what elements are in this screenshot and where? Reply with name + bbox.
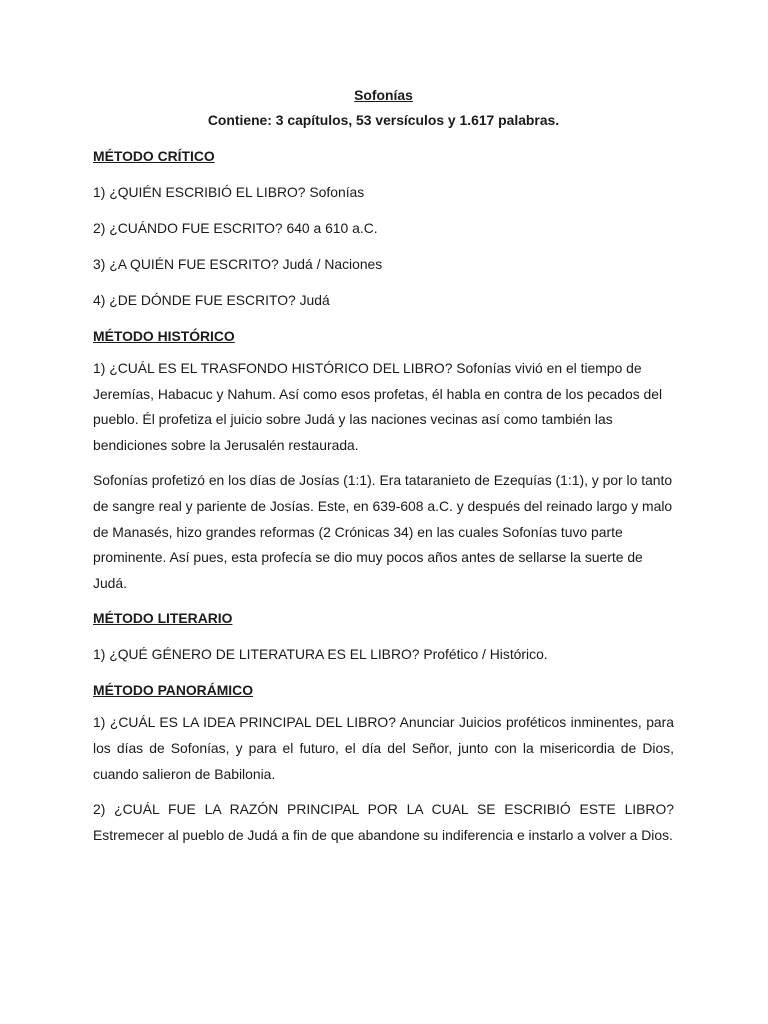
- literario-question-1: 1) ¿QUÉ GÉNERO DE LITERATURA ES EL LIBRO? Profético / Histórico.: [93, 646, 548, 663]
- critico-question-4: 4) ¿DE DÓNDE FUE ESCRITO? Judá: [93, 292, 330, 308]
- heading-metodo-critico: MÉTODO CRÍTICO: [93, 148, 215, 164]
- critico-question-1: 1) ¿QUIÉN ESCRIBIÓ EL LIBRO? Sofonías: [93, 184, 365, 200]
- panoramico-paragraph-1: 1) ¿CUÁL ES LA IDEA PRINCIPAL DEL LIBRO? Anunciar Juicios proféticos inminentes, para los días de Sofonías, y para el futuro, el día del Señor, junto con la misericordia de Dios, cuando salieron de Babilonia.: [93, 714, 674, 782]
- heading-metodo-panoramico: MÉTODO PANORÁMICO: [93, 682, 253, 699]
- historico-paragraph-2: Sofonías profetizó en los días de Josías (1:1). Era tataranieto de Ezequías (1:1), y por lo tanto de sangre real y pariente de Josías. Este, en 639-608 a.C. y después del reinado largo y malo de Manasés, hizo grandes reformas (2 Crónicas 34) en las cuales Sofonías tuvo parte prominente. Así pues, esta profecía se dio muy pocos años antes de sellarse la suerte de Judá.: [93, 472, 673, 591]
- document-subtitle: Contiene: 3 capítulos, 53 versículos y 1.617 palabras.: [207, 112, 560, 128]
- panoramico-paragraph-2: 2) ¿CUÁL FUE LA RAZÓN PRINCIPAL POR LA CUAL SE ESCRIBIÓ ESTE LIBRO? Estremecer al pueblo de Judá a fin de que abandone su indiferencia e instarlo a volver a Dios.: [93, 801, 674, 843]
- historico-paragraph-1: 1) ¿CUÁL ES EL TRASFONDO HISTÓRICO DEL LIBRO? Sofonías vivió en el tiempo de Jeremías, Habacuc y Nahum. Así como esos profetas, él habla en contra de los pecados del pueblo. Él profetiza el juicio sobre Judá y las naciones vecinas así como también las bendiciones sobre la Jerusalén restaurada.: [93, 360, 663, 453]
- critico-question-3: 3) ¿A QUIÉN FUE ESCRITO? Judá / Naciones: [93, 256, 383, 272]
- document-title: Sofonías: [354, 87, 413, 103]
- document-page: [93, 86, 674, 848]
- heading-metodo-historico: MÉTODO HISTÓRICO: [93, 328, 235, 344]
- heading-metodo-literario: MÉTODO LITERARIO: [93, 610, 233, 627]
- critico-question-2: 2) ¿CUÁNDO FUE ESCRITO? 640 a 610 a.C.: [93, 220, 378, 236]
